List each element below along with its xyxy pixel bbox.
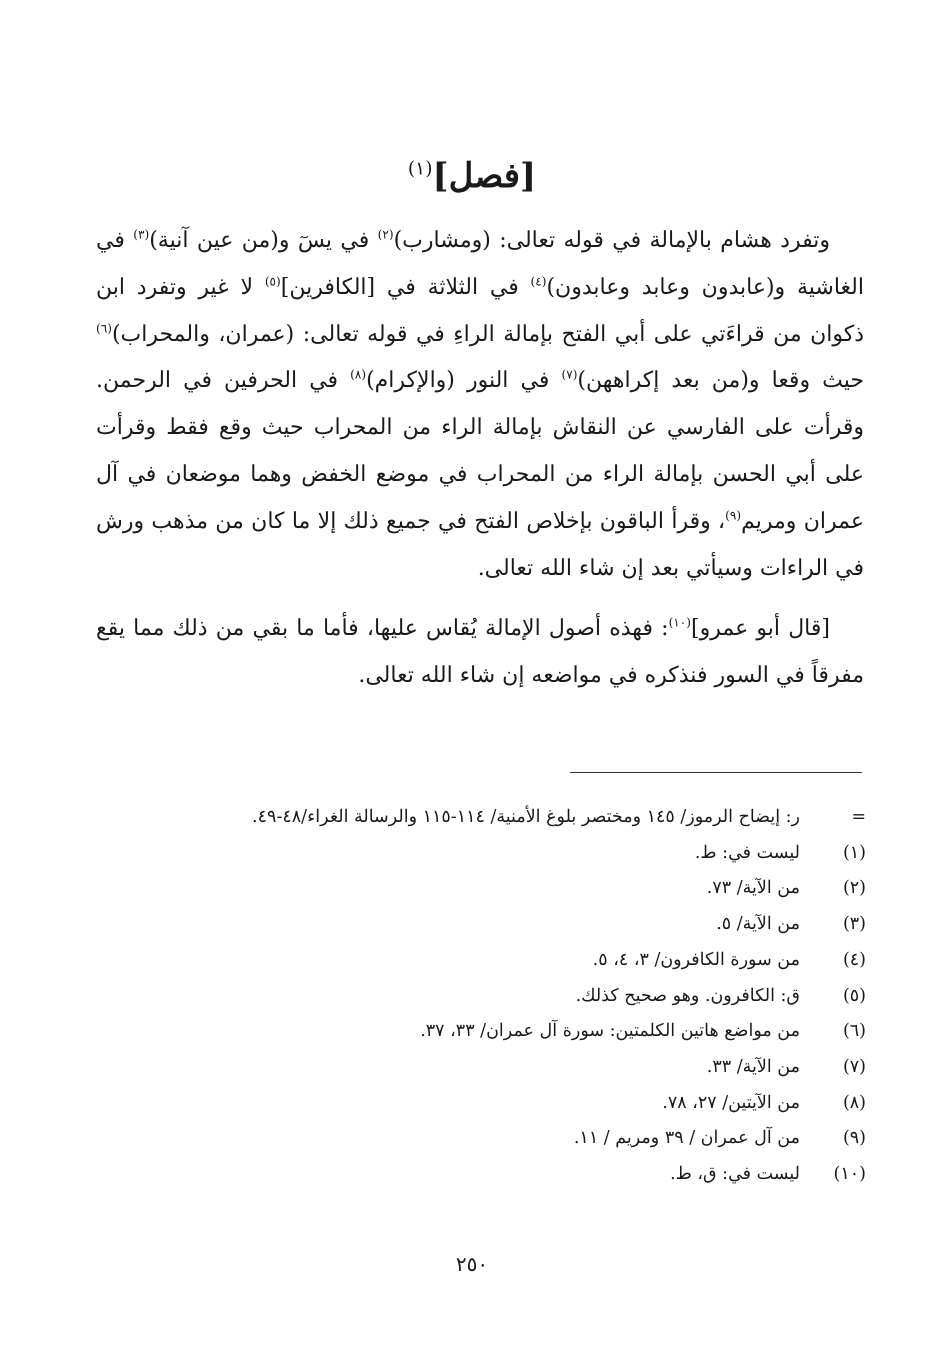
footnote-number: (١) <box>842 842 866 863</box>
section-heading <box>0 150 944 202</box>
text-run: : فهذه أصول الإمالة يُقاس عليها، فأما ما بقي من ذلك مما يقع مفرقاً في السور فنذكره في مواضعه إن شاء الله تعالى. <box>96 616 864 689</box>
footnote-number: (٨) <box>842 1092 866 1113</box>
text-run: في يسٓ و(من عين آنية) <box>149 228 378 253</box>
footnote-ref: (٤) <box>530 274 547 289</box>
footnote-number: (٤) <box>842 949 866 970</box>
footnote-ref: (٥) <box>264 274 281 289</box>
footnote-ref: (١٠) <box>668 616 692 631</box>
footnote-text: من سورة الكافرون/ ٣، ٤، ٥. <box>592 949 800 970</box>
text-run: لا غير وتفرد ابن ذكوان من قراءَتي على أبي الفتح بإمالة الراءِ في قوله تعالى: (عمران، والمحراب) <box>96 274 864 347</box>
footnote-item <box>96 943 872 979</box>
footnote-ref: (٨) <box>350 368 367 383</box>
text-run: في الثلاثة في [الكافرين] <box>280 274 531 300</box>
footnote-item <box>96 907 872 943</box>
footnote-text: ر: إيضاح الرموز/ ١٤٥ ومختصر بلوغ الأمنية/ ١١٤-١١٥ والرسالة الغراء/٤٨-٤٩. <box>252 807 800 827</box>
footnote-text: ليست في: ق، ط. <box>670 1164 800 1185</box>
heading-title: [فصل] <box>432 156 537 196</box>
paragraph-1 <box>96 218 864 592</box>
text-run: [قال أبو عمرو] <box>691 616 830 642</box>
footnote-text: من آل عمران / ٣٩ ومريم / ١١. <box>573 1128 800 1149</box>
page-number: ٢٥٠ <box>455 1252 489 1276</box>
text-run: في الغاشية و(عابدون وعابد وعابدون) <box>96 228 864 300</box>
paragraph-2 <box>96 606 864 700</box>
footnote-text: من الآية/ ٣٣. <box>706 1056 800 1077</box>
footnote-item <box>96 979 872 1015</box>
footnote-number: (٦) <box>842 1021 866 1042</box>
footnote-text: ليست في: ط. <box>694 842 800 863</box>
footnote-number: (٧) <box>842 1056 866 1077</box>
footnote-number: (٥) <box>842 985 866 1006</box>
footnote-item <box>96 871 872 907</box>
footnote-item <box>96 1086 872 1122</box>
footnote-item <box>96 1121 872 1157</box>
footnote-text: من الآيتين/ ٢٧، ٧٨. <box>662 1092 800 1113</box>
text-run: وتفرد هشام بالإمالة في قوله تعالى: (ومشارب) <box>393 228 830 253</box>
footnote-ref: (٦) <box>96 321 112 336</box>
footnote-text: من الآية/ ٥. <box>716 914 800 935</box>
footnote-continuation <box>96 800 872 836</box>
footnote-ref: (٣) <box>133 227 150 242</box>
footnote-number: (٩) <box>842 1128 866 1149</box>
continuation-mark: = <box>851 807 866 827</box>
heading-footnote-ref: (١) <box>407 158 433 180</box>
footnote-ref: (٧) <box>561 368 578 383</box>
footnote-number: (٢) <box>842 878 866 899</box>
footnote-text: من الآية/ ٧٣. <box>706 878 800 899</box>
footnote-text: من مواضع هاتين الكلمتين: سورة آل عمران/ ٣٣، ٣٧. <box>420 1021 800 1042</box>
footnote-item <box>96 836 872 872</box>
footnote-ref: (٩) <box>725 508 742 523</box>
footnote-separator <box>570 772 862 773</box>
footnote-item <box>96 1050 872 1086</box>
footnote-item <box>96 1157 872 1193</box>
footnote-ref: (٢) <box>377 227 394 242</box>
footnotes <box>96 800 872 1193</box>
footnote-item <box>96 1014 872 1050</box>
text-run: حيث وقعا و(من بعد إكراههن) <box>577 368 865 394</box>
footnote-number: (١٠) <box>833 1164 866 1185</box>
text-run: في الحرفين في الرحمن. وقرأت على الفارسي عن النقاش بإمالة الراء من المحراب حيث وقع فقط وقرأت على أبي الحسن بإمالة الراء من المحراب في موضع الخفض وهما موضعان في آل عمران ومريم <box>96 368 864 534</box>
text-run: في النور (والإكرام) <box>366 368 562 394</box>
footnote-text: ق: الكافرون. وهو صحيح كذلك. <box>575 985 800 1006</box>
text-run: ، وقرأ الباقون بإخلاص الفتح في جميع ذلك إلا ما كان من مذهب ورش في الراءات وسيأتي بعد إن شاء الله تعالى. <box>96 508 864 581</box>
main-text <box>96 218 864 700</box>
footnote-number: (٣) <box>842 914 866 935</box>
